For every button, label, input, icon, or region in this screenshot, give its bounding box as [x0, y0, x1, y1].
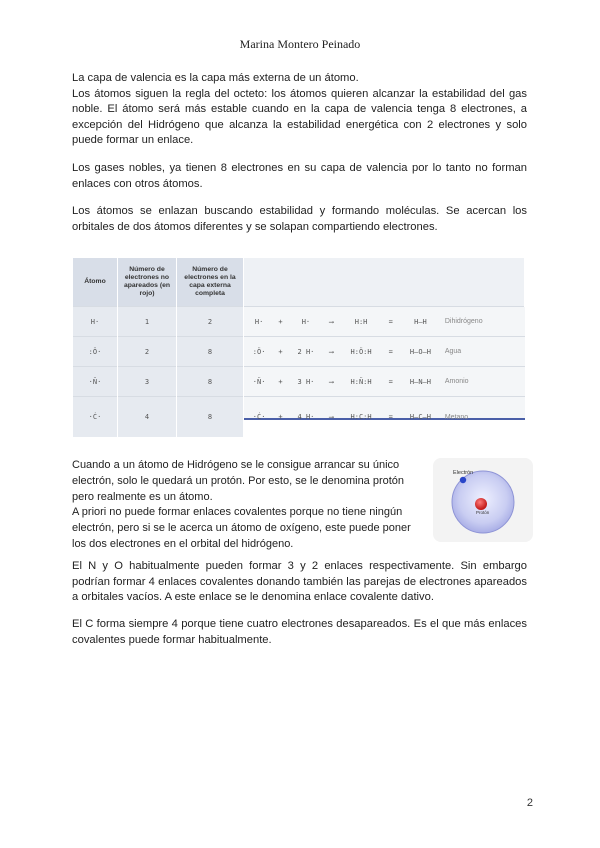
cell-atom: H· — [73, 307, 118, 337]
paragraph-apriori-text: A priori no puede formar enlaces covalentes porque no tiene ningún electrón, pero si se le acerca un átomo de oxígeno, este puede poner los dos electrones en el orbital del hidrógeno. — [72, 506, 411, 550]
paragraph-dative-bond — [72, 559, 527, 606]
proton-label: Protón — [476, 510, 490, 515]
table-row — [73, 307, 525, 337]
cell-structure: H—O—H — [397, 337, 444, 367]
paragraph-dative-bond-text: El N y O habitualmente pueden formar 3 y 2 enlaces respectivamente. Sin embargo podrían formar 4 enlaces covalentes donando también las parejas de electrones apareados a orbitales vacíos. A este enlace se le denomina enlace covalente dativo. — [72, 560, 527, 604]
electron-label: Electrón — [453, 470, 474, 476]
cell-lhs: ·N̈· — [244, 367, 275, 397]
cell-lewis: H:N̈:H — [338, 367, 385, 397]
cell-unpaired: 2 — [118, 337, 177, 367]
page-number: 2 — [526, 797, 533, 809]
cell-plus: + — [274, 337, 287, 367]
cell-reagent: 4 H· — [287, 397, 325, 438]
cell-arrow: ⟶ — [325, 367, 338, 397]
paragraph-bonding — [72, 204, 527, 235]
electron-dot — [460, 477, 466, 483]
cell-reagent: 2 H· — [287, 337, 325, 367]
cell-eq: = — [384, 367, 397, 397]
cell-lewis: H:C:H — [338, 397, 385, 438]
cell-lhs: ·Ċ· — [244, 397, 275, 438]
cell-lhs: :Ö· — [244, 337, 275, 367]
cell-atom: ·Ċ· — [73, 397, 118, 438]
cell-atom: :Ö· — [73, 337, 118, 367]
cell-outer: 8 — [177, 367, 244, 397]
cell-outer: 8 — [177, 397, 244, 438]
atom-svg — [433, 458, 533, 542]
cell-name: Metano — [444, 397, 525, 438]
cell-outer: 2 — [177, 307, 244, 337]
proton-nucleus — [475, 498, 487, 510]
cell-lewis: H:Ö:H — [338, 337, 385, 367]
cell-outer: 8 — [177, 337, 244, 367]
paragraph-bonding-text: Los átomos se enlazan buscando estabilidad y formando moléculas. Se acercan los orbitales de dos átomos diferentes y se solapan compartiendo electrones. — [72, 205, 527, 233]
paragraph-noble-gases-text: Los gases nobles, ya tienen 8 electrones en su capa de valencia por lo tanto no forman enlaces con otros átomos. — [72, 162, 527, 190]
cell-structure: H—N—H — [397, 367, 444, 397]
hydrogen-atom-diagram — [433, 458, 533, 542]
cell-structure: H—H — [397, 307, 444, 337]
cell-name: Amonio — [444, 367, 525, 397]
cell-eq: = — [384, 337, 397, 367]
paragraph-carbon — [72, 617, 527, 648]
bonding-table — [73, 258, 525, 437]
header-atom: Átomo — [73, 258, 118, 307]
cell-name: Agua — [444, 337, 525, 367]
cell-eq: = — [384, 397, 397, 438]
table-row — [73, 337, 525, 367]
header-unpaired: Número de electrones no apareados (en rojo) — [118, 258, 177, 307]
paragraph-carbon-text: El C forma siempre 4 porque tiene cuatro electrones desapareados. Es el que más enlaces covalentes puede formar habitualmente. — [72, 618, 527, 646]
paragraph-proton — [72, 458, 424, 553]
cell-reagent: 3 H· — [287, 367, 325, 397]
paragraph-valence — [72, 71, 527, 149]
table-row — [73, 367, 525, 397]
bonding-table-figure — [73, 258, 525, 420]
cell-structure: H—C—H — [397, 397, 444, 438]
paragraph-noble-gases — [72, 161, 527, 192]
paragraph-proton-text: Cuando a un átomo de Hidrógeno se le consigue arrancar su único electrón, solo le quedará un protón. Por esto, se le denomina protón pero realmente es un átomo. — [72, 459, 405, 503]
paragraph-valence-line: La capa de valencia es la capa más externa de un átomo. — [72, 72, 359, 84]
cell-plus: + — [274, 397, 287, 438]
page-header-author: Marina Montero Peinado — [239, 37, 361, 51]
table-row — [73, 397, 525, 438]
cell-arrow: ⟶ — [325, 307, 338, 337]
cell-arrow: ⟶ — [325, 337, 338, 367]
cell-unpaired: 4 — [118, 397, 177, 438]
cell-lhs: H· — [244, 307, 275, 337]
header-outer: Número de electrones en la capa externa completa — [177, 258, 244, 307]
cell-name: Dihidrógeno — [444, 307, 525, 337]
cell-plus: + — [274, 367, 287, 397]
cell-arrow: ⟶ — [325, 397, 338, 438]
cell-lewis: H:H — [338, 307, 385, 337]
cell-atom: ·N̈· — [73, 367, 118, 397]
paragraph-octet-rule: Los átomos siguen la regla del octeto: los átomos quieren alcanzar la estabilidad del gas noble. El átomo será más estable cuando en la capa de valencia tenga 8 electrones, a excepción del Hidrógeno que alcanza la estabilidad energética con 2 electrones y solo puede formar un enlace. — [72, 87, 527, 147]
cell-unpaired: 1 — [118, 307, 177, 337]
cell-plus: + — [274, 307, 287, 337]
cell-reagent: H· — [287, 307, 325, 337]
cell-eq: = — [384, 307, 397, 337]
cell-unpaired: 3 — [118, 367, 177, 397]
